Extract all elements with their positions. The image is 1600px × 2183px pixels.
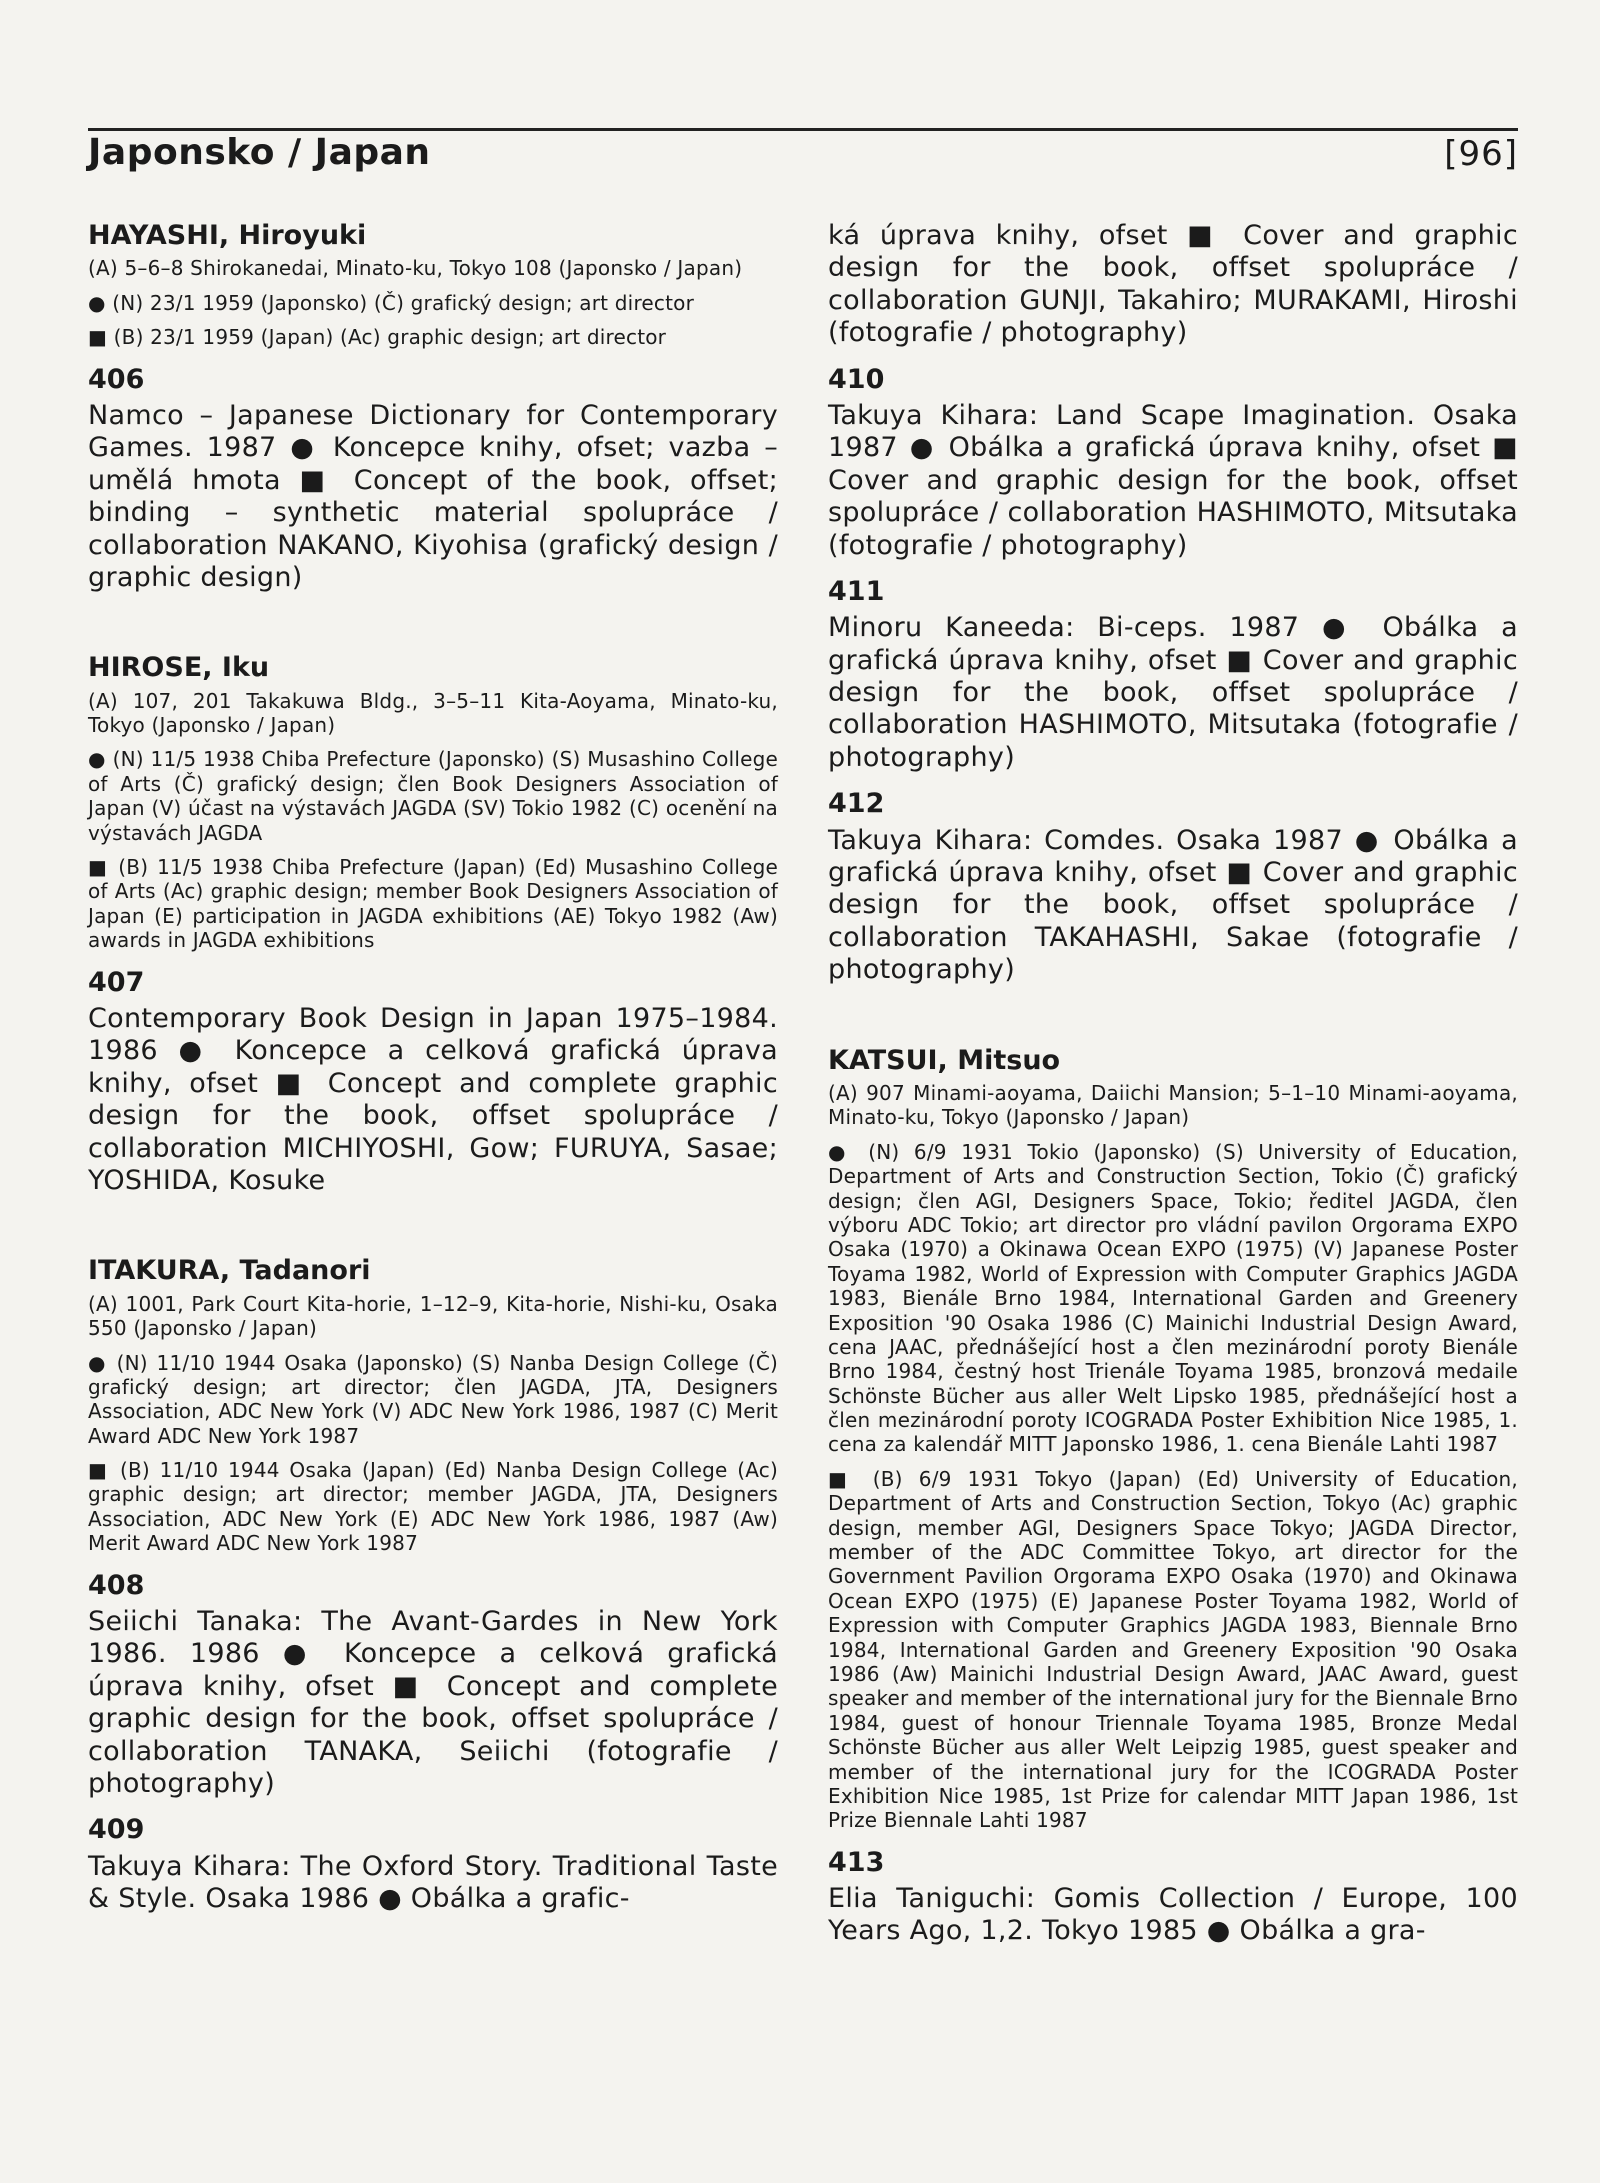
designer-name: ITAKURA, Tadanori xyxy=(88,1255,371,1287)
entry-number: 413 xyxy=(828,1846,885,1878)
bio-english: ■ (B) 23/1 1959 (Japan) (Ac) graphic design; art director xyxy=(88,325,667,350)
entry-number: 410 xyxy=(828,363,885,395)
header-rule xyxy=(88,128,1518,131)
designer-address: (A) 5–6–8 Shirokanedai, Minato-ku, Tokyo 108 (Japonsko / Japan) xyxy=(88,256,743,281)
page-title: Japonsko / Japan xyxy=(88,132,431,173)
bio-czech: ● (N) 23/1 1959 (Japonsko) (Č) grafický design; art director xyxy=(88,290,695,315)
left-column xyxy=(88,220,778,1916)
entry-number: 408 xyxy=(88,1569,145,1601)
designer-name: KATSUI, Mitsuo xyxy=(828,1044,1061,1076)
bio-czech: ● (N) 11/5 1938 Chiba Prefecture (Japonsko) (S) Musashino College of Arts (Č) grafický design; člen Book Designers Association of Japan (V) účast na výstavách JAGDA (SV) Tokio 1982 (C) ocenění na výstavách JAGDA xyxy=(88,747,778,845)
entry-text: Takuya Kihara: Land Scape Imagination. Osaka 1987 ● Obálka a grafická úprava knihy, ofset ■ Cover and graphic design for the book, offset spolupráce / collaboration HASHIMOTO, Mitsutaka (fotografie / photography) xyxy=(828,399,1518,561)
entry-text: Elia Taniguchi: Gomis Collection / Europe, 100 Years Ago, 1,2. Tokyo 1985 ● Obálka a gra- xyxy=(828,1883,1518,1947)
bio-czech: ● (N) 6/9 1931 Tokio (Japonsko) (S) University of Education, Department of Arts and Construction Section, Tokio (Č) grafický design; člen AGI, Designers Space, Tokio; ředitel JAGDA, člen výboru ADC Tokio; art director pro vládní pavilon Orgorama EXPO Osaka (1970) a Okinawa Ocean EXPO (1975) (V) Japanese Poster Toyama 1982, World of Expression with Computer Graphics JAGDA 1983, Bienále Brno 1984, International Garden and Greenery Exposition '90 Osaka 1986 (C) Mainichi Industrial Design Award, cena JAAC, přednášející host a člen mezinárodní poroty Bienále Brno 1984, čestný host Trienále Toyama 1985, bronzová medaile Schönste Bücher aus aller Welt Lipsko 1985, přednášející host a člen mezinárodní poroty ICOGRADA Poster Exhibition Nice 1985, 1. cena za kalendář MITT Japonsko 1986, 1. cena Bienále Lahti 1987 xyxy=(828,1139,1518,1457)
designer-address: (A) 107, 201 Takakuwa Bldg., 3–5–11 Kita-Aoyama, Minato-ku, Tokyo (Japonsko / Japan) xyxy=(88,688,778,738)
bio-english: ■ (B) 6/9 1931 Tokyo (Japan) (Ed) University of Education, Department of Arts and Construction Section, Tokyo (Ac) graphic design, member AGI, Designers Space Tokyo; JAGDA Director, member of the ADC Committee Tokyo, art director for the Government Pavilion Orgorama EXPO Osaka (1970) and Okinawa Ocean EXPO (1975) (E) Japanese Poster Toyama 1982, World of Expression with Computer Graphics JAGDA 1983, Biennale Brno 1984, International Garden and Greenery Exposition '90 Osaka 1986 (Aw) Mainichi Industrial Design Award, JAAC Award, guest speaker and member of the international jury for the Biennale Brno 1984, guest of honour Triennale Toyama 1985, Bronze Medal Schönste Bücher aus aller Welt Leipzig 1985, guest speaker and member of the international jury for the ICOGRADA Poster Exhibition Nice 1985, 1st Prize for calendar MITT Japan 1986, 1st Prize Biennale Lahti 1987 xyxy=(828,1466,1518,1833)
right-column xyxy=(828,220,1518,1948)
bio-czech: ● (N) 11/10 1944 Osaka (Japonsko) (S) Nanba Design College (Č) grafický design; art director; člen JAGDA, JTA, Designers Association, ADC New York (V) ADC New York 1986, 1987 (C) Merit Award ADC New York 1987 xyxy=(88,1350,778,1448)
entry-text: Contemporary Book Design in Japan 1975–1984. 1986 ● Koncepce a celková grafická úprava knihy, ofset ■ Concept and complete graphic design for the book, offset spolupráce / collaboration MICHIYOSHI, Gow; FURUYA, Sasae; YOSHIDA, Kosuke xyxy=(88,1002,778,1196)
entry-number: 406 xyxy=(88,363,145,395)
entry-text: Namco – Japanese Dictionary for Contemporary Games. 1987 ● Koncepce knihy, ofset; vazba – umělá hmota ■ Concept of the book, offset; binding – synthetic material spolupráce / collaboration NAKANO, Kiyohisa (grafický design / graphic design) xyxy=(88,399,778,593)
entry-number: 409 xyxy=(88,1814,145,1846)
designer-name: HAYASHI, Hiroyuki xyxy=(88,220,367,251)
designer-name: HIROSE, Iku xyxy=(88,652,270,684)
designer-address: (A) 1001, Park Court Kita-horie, 1–12–9, Kita-horie, Nishi-ku, Osaka 550 (Japonsko / Japan) xyxy=(88,1291,778,1341)
entry-text: Minoru Kaneeda: Bi-ceps. 1987 ● Obálka a grafická úprava knihy, ofset ■ Cover and graphic design for the book, offset spolupráce / collaboration HASHIMOTO, Mitsutaka (fotografie / photography) xyxy=(828,612,1518,773)
entry-text: Takuya Kihara: Comdes. Osaka 1987 ● Obálka a grafická úprava knihy, ofset ■ Cover and graphic design for the book, offset spolupráce / collaboration TAKAHASHI, Sakae (fotografie / photography) xyxy=(828,824,1518,986)
bio-english: ■ (B) 11/5 1938 Chiba Prefecture (Japan) (Ed) Musashino College of Arts (Ac) graphic design; member Book Designers Association of Japan (E) participation in JAGDA exhibitions (AE) Tokyo 1982 (Aw) awards in JAGDA exhibitions xyxy=(88,855,778,953)
entry-number: 411 xyxy=(828,575,885,607)
entry-number: 412 xyxy=(828,788,885,820)
spacer xyxy=(828,987,1518,1045)
bio-english: ■ (B) 11/10 1944 Osaka (Japan) (Ed) Nanba Design College (Ac) graphic design; art director; member JAGDA, JTA, Designers Association, ADC New York (E) ADC New York 1986, 1987 (Aw) Merit Award ADC New York 1987 xyxy=(88,1458,778,1556)
spacer xyxy=(88,594,778,652)
page-number: [96] xyxy=(1444,134,1518,174)
entry-text-continued: ká úprava knihy, ofset ■ Cover and graphic design for the book, offset spolupráce / collaboration GUNJI, Takahiro; MURAKAMI, Hiroshi (fotografie / photography) xyxy=(828,220,1518,349)
designer-address: (A) 907 Minami-aoyama, Daiichi Mansion; 5–1–10 Minami-aoyama, Minato-ku, Tokyo (Japonsko / Japan) xyxy=(828,1080,1518,1130)
entry-number: 407 xyxy=(88,966,145,998)
entry-text: Takuya Kihara: The Oxford Story. Traditional Taste & Style. Osaka 1986 ● Obálka a grafic- xyxy=(88,1850,778,1915)
entry-text: Seiichi Tanaka: The Avant-Gardes in New York 1986. 1986 ● Koncepce a celková grafická úprava knihy, ofset ■ Concept and complete graphic design for the book, offset spolupráce / collaboration TANAKA, Seiichi (fotografie / photography) xyxy=(88,1606,778,1799)
spacer xyxy=(88,1197,778,1255)
